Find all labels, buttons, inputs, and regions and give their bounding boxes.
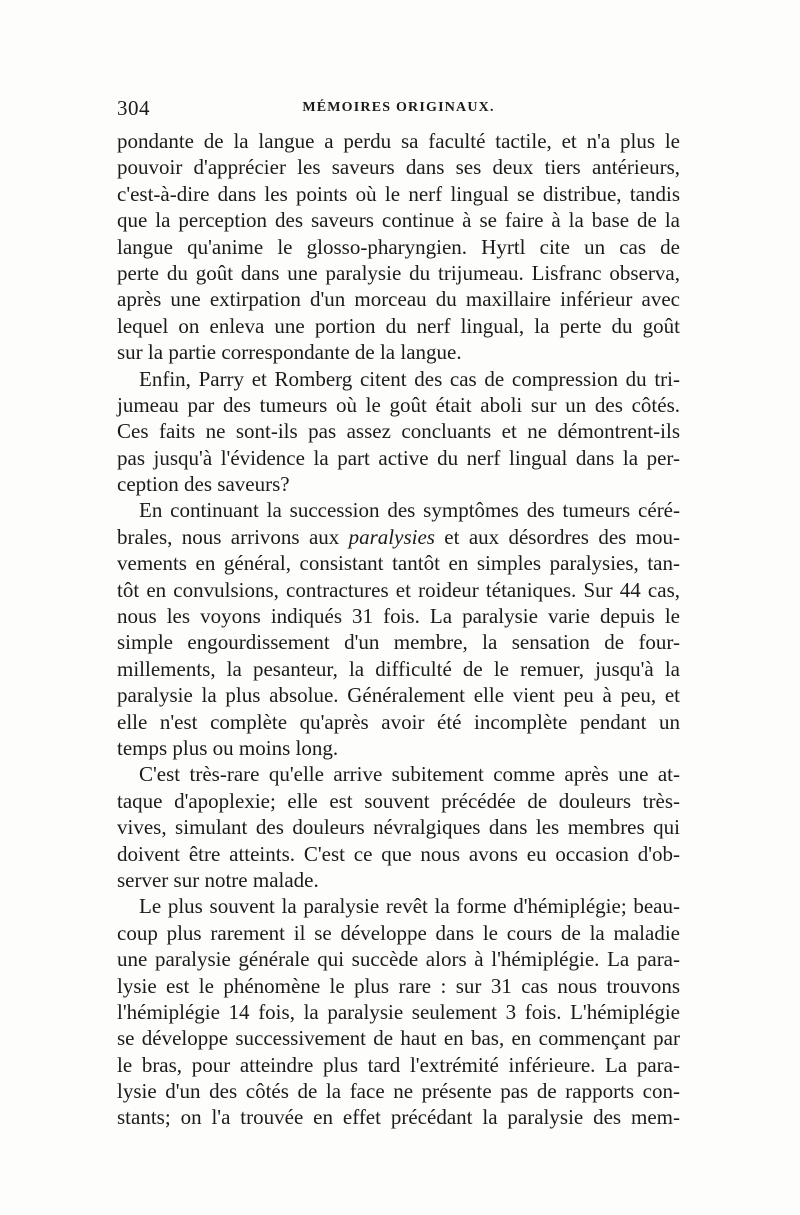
- text-line: perte du goût dans une paralysie du trijumeau. Lisfranc observa,: [117, 260, 680, 285]
- text-line: se développe successivement de haut en bas, en commençant par: [117, 1026, 680, 1051]
- text-run: brales, nous arrivons aux: [117, 524, 349, 549]
- text-line: pondante de la langue a perdu sa faculté tactile, et n'a plus le: [117, 129, 680, 153]
- text-line: server sur notre malade.: [117, 867, 319, 892]
- text-line: jumeau par des tumeurs où le goût était aboli sur un des côtés.: [117, 392, 680, 417]
- text-line: coup plus rarement il se développe dans le cours de la maladie: [117, 920, 680, 945]
- text-line: après une extirpation d'un morceau du maxillaire inférieur avec: [117, 287, 680, 312]
- text-line: une paralysie générale qui succède alors à l'hémiplégie. La para-: [117, 947, 680, 972]
- text-line: c'est-à-dire dans les points où le nerf lingual se distribue, tandis: [117, 181, 680, 206]
- text-line: l'hémiplégie 14 fois, la paralysie seulement 3 fois. L'hémiplégie: [117, 999, 680, 1024]
- paragraph-3: [117, 497, 680, 761]
- text-line: le bras, pour atteindre plus tard l'extrémité inférieure. La para-: [117, 1052, 680, 1077]
- paragraph-1: [117, 128, 680, 366]
- text-line: Le plus souvent la paralysie revêt la forme d'hémiplégie; beau-: [139, 894, 680, 919]
- text-line: tôt en convulsions, contractures et roideur tétaniques. Sur 44 cas,: [117, 577, 680, 602]
- text-line: sur la partie correspondante de la langue.: [117, 340, 462, 365]
- text-line: simple engourdissement d'un membre, la sensation de four-: [117, 630, 680, 655]
- page-number: 304: [117, 96, 150, 120]
- paragraph-4: [117, 761, 680, 893]
- text-line: lysie est le phénomène le plus rare : sur 31 cas nous trouvons: [117, 973, 680, 998]
- italic-term: paralysies: [348, 524, 435, 549]
- paragraph-5: [117, 893, 680, 1131]
- text-line: que la perception des saveurs continue à se faire à la base de la: [117, 208, 680, 233]
- text-line: langue qu'anime le glosso-pharyngien. Hyrtl cite un cas de: [117, 234, 680, 259]
- body-text: [117, 128, 680, 1131]
- text-line: vements en général, consistant tantôt en simples paralysies, tan-: [117, 551, 680, 576]
- text-line: paralysie la plus absolue. Généralement elle vient peu à peu, et: [117, 683, 680, 708]
- text-line: doivent être atteints. C'est ce que nous avons eu occasion d'ob-: [117, 841, 680, 866]
- text-line: ception des saveurs?: [117, 472, 290, 497]
- text-line-with-italic: [117, 524, 680, 550]
- running-head: [117, 96, 680, 120]
- text-line: C'est très-rare qu'elle arrive subitement comme après une at-: [139, 762, 680, 787]
- text-line: elle n'est complète qu'après avoir été incomplète pendant un: [117, 709, 680, 734]
- text-run: et aux désordres des mou-: [434, 524, 680, 549]
- text-line: temps plus ou moins long.: [117, 735, 339, 760]
- text-line: En continuant la succession des symptômes des tumeurs céré-: [139, 498, 680, 523]
- text-line: nous les voyons indiqués 31 fois. La paralysie varie depuis le: [117, 604, 680, 629]
- text-line: lequel on enleva une portion du nerf lingual, la perte du goût: [117, 313, 680, 338]
- paragraph-2: [117, 366, 680, 498]
- text-line: pas jusqu'à l'évidence la part active du nerf lingual dans la per-: [117, 445, 680, 470]
- text-line: taque d'apoplexie; elle est souvent précédée de douleurs très-: [117, 788, 680, 813]
- text-line: vives, simulant des douleurs névralgiques dans les membres qui: [117, 815, 680, 840]
- text-line: Ces faits ne sont-ils pas assez concluants et ne démontrent-ils: [117, 419, 680, 444]
- text-line: millements, la pesanteur, la difficulté de le remuer, jusqu'à la: [117, 656, 680, 681]
- text-line: pouvoir d'apprécier les saveurs dans ses deux tiers antérieurs,: [117, 155, 680, 180]
- text-line: Enfin, Parry et Romberg citent des cas de compression du tri-: [139, 366, 680, 391]
- text-line: lysie d'un des côtés de la face ne présente pas de rapports con-: [117, 1079, 680, 1104]
- running-title: MÉMOIRES ORIGINAUX.: [302, 100, 495, 115]
- text-line: stants; on l'a trouvée en effet précédant la paralysie des mem-: [117, 1105, 680, 1130]
